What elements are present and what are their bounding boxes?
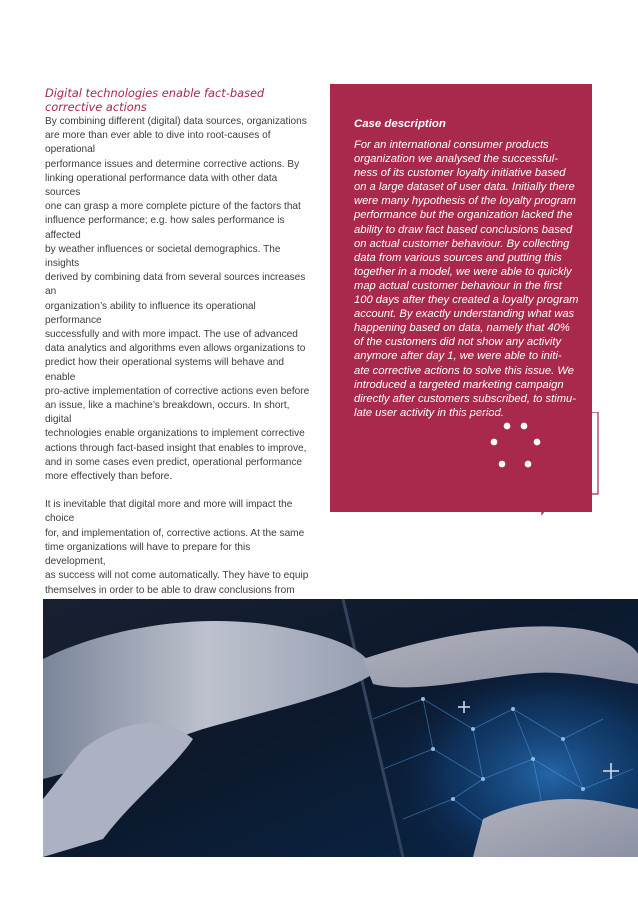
body-paragraph-2: It is inevitable that digital more and more will impact the choice for, and implementation of, corrective actions. At the same time organizations will have to prepare for this development, as success will not come automatically. They have to equip themselves in order to be able to draw conclusions from [45,499,309,596]
case-body: For an international consumer products organization we analysed the successful- ness of its customer loyalty initiative based on a large dataset of user data. Initially there were many hypothesis of the loyalty program performance but the organization lacked the ability to draw fact based conclusions based on actual customer behaviour. By collecting data from various sources and putting this together in a model, we were able to quickly map actual customer behaviour in the first 100 days after they created a loyalty program account. By exactly understanding what was happening based on data, namely that 40% of the customers did not show any activity anymore after day 1, we were able to initi- ate corrective actions to solve this issue. We introduced a targeted marketing campaign directly after customers subscribed, to stimu- late user activity in this period. [354,139,579,419]
section-heading: Digital technologies enable fact-based corrective actions [45,86,265,114]
case-title: Case description [354,118,446,130]
body-paragraph-1: By combining different (digital) data sources, organizations are more than ever able to dive into root-causes of operational performance issues and determine corrective actions. By linking operational performance data with other data sources one can grasp a more complete picture of the factors that influence performance; e.g. how sales performance is affected by weather influences or societal demographics. The insights derived by combining data from several sources increases an organization’s ability to influence its operational performance successfully and with more impact. The use of advanced data analytics and algorithms even allows organizations to predict how their operational systems will behave and enable pro-active implementation of corrective actions even before an issue, like a machine’s breakdown, occurs. In short, digital technologies enable organizations to implement corrective actions through fact-based insight that enables to improve, and in some cases even predict, operational performance more effectively than before. [45,116,310,483]
network-people-icon [458,412,608,520]
hands-on-digital-network-screen-photo [43,599,638,857]
